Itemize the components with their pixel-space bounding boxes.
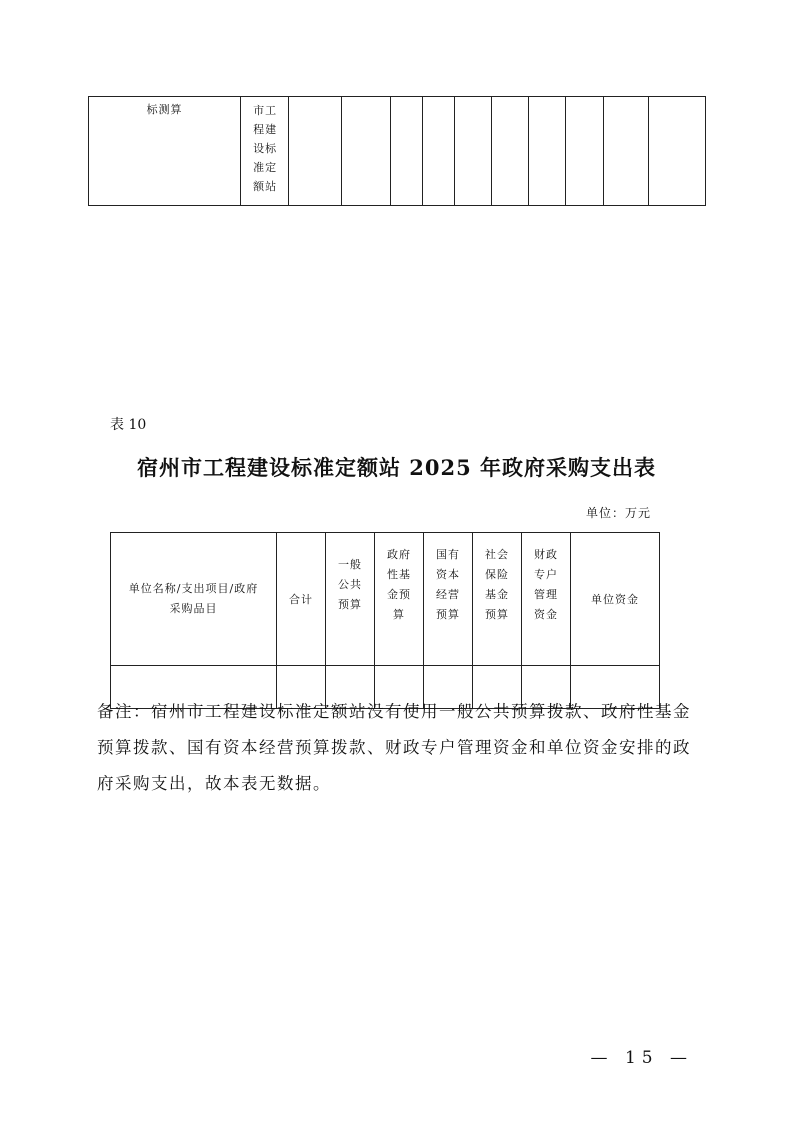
column-header: 政府 性基 金预 算 <box>375 533 424 666</box>
column-header: 一般 公共 预算 <box>326 533 375 666</box>
column-header: 社会 保险 基金 预算 <box>473 533 522 666</box>
page-title: 宿州市工程建设标准定额站 2025 年政府采购支出表 <box>136 455 657 480</box>
table-row <box>89 97 706 206</box>
table-cell: 市工 程建 设标 准定 额站 <box>241 97 289 206</box>
table-cell: 标测算 <box>89 97 241 206</box>
continued-table <box>88 96 706 206</box>
table-cell <box>491 97 528 206</box>
column-header: 国有 资本 经营 预算 <box>424 533 473 666</box>
column-header: 单位名称/支出项目/政府采购品目 <box>111 533 277 666</box>
table-cell <box>566 97 604 206</box>
procurement-table <box>110 532 660 709</box>
column-header: 单位资金 <box>571 533 660 666</box>
table-number: 表 10 <box>110 417 147 433</box>
table-cell <box>604 97 649 206</box>
table-header-row <box>111 533 660 666</box>
column-header: 合计 <box>277 533 326 666</box>
table-cell <box>391 97 422 206</box>
column-header: 财政 专户 管理 资金 <box>522 533 571 666</box>
table-cell <box>422 97 455 206</box>
page-number: — 15 — <box>590 1048 693 1068</box>
table-cell <box>341 97 390 206</box>
table-cell <box>289 97 341 206</box>
table-cell <box>528 97 566 206</box>
table-cell <box>649 97 706 206</box>
table-cell <box>455 97 492 206</box>
remarks-note: 备注：宿州市工程建设标准定额站没有使用一般公共预算拨款、政府性基金预算拨款、国有资本经营预算拨款、财政专户管理资金和单位资金安排的政府采购支出，故本表无数据。 <box>97 702 691 793</box>
unit-label: 单位：万元 <box>585 506 651 520</box>
